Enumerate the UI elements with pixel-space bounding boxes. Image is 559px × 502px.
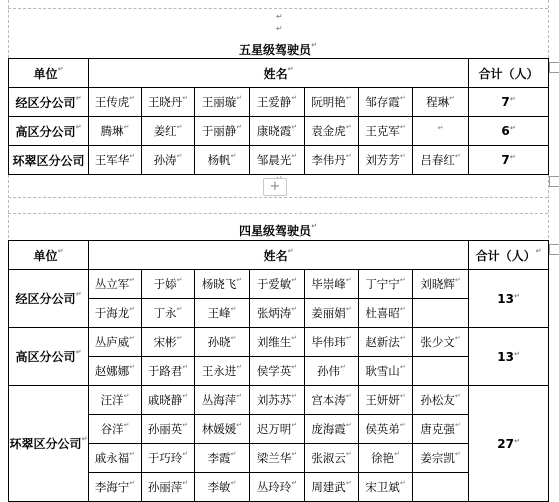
name-cell: 杨帆↵ xyxy=(195,146,250,175)
name-cell: 丛海萍↵ xyxy=(195,386,250,415)
name-cell: 孙涛↵ xyxy=(142,146,195,175)
name-cell: 王军华↵ xyxy=(89,146,142,175)
name-cell: 程琳↵ xyxy=(413,88,469,117)
table-header-row xyxy=(9,59,549,88)
header-names: 姓名↵ xyxy=(89,59,469,88)
table-row xyxy=(9,473,549,502)
name-cell: 刘晓辉↵ xyxy=(413,270,469,299)
name-cell: 谷洋↵ xyxy=(89,415,142,444)
name-cell: 侯英弟↵ xyxy=(359,415,413,444)
name-cell: 于丽静↵ xyxy=(195,117,250,146)
name-cell: 汪洋↵ xyxy=(89,386,142,415)
name-cell: 杜喜昭↵ xyxy=(359,299,413,328)
name-cell: 迟万明↵ xyxy=(250,415,305,444)
add-row-button[interactable]: + xyxy=(263,178,287,196)
name-cell: 邹晨光↵ xyxy=(250,146,305,175)
header-total: 合计（人）↵ xyxy=(469,241,549,270)
name-cell: 于巧玲↵ xyxy=(142,444,195,473)
page-break-line xyxy=(8,197,548,198)
name-cell: ↵ xyxy=(413,117,469,146)
table-row xyxy=(9,328,549,357)
name-cell: 孙丽萍↵ xyxy=(142,473,195,502)
table-move-handle[interactable] xyxy=(549,62,559,73)
name-cell: 姜红↵ xyxy=(142,117,195,146)
unit-cell: 高区分公司↵ xyxy=(9,117,89,146)
table-row xyxy=(9,270,549,299)
total-cell: 27↵ xyxy=(469,386,549,502)
name-cell: 于婖↵ xyxy=(142,270,195,299)
name-cell: 王峰↵ xyxy=(195,299,250,328)
name-cell: 刘苏苏↵ xyxy=(250,386,305,415)
name-cell: 丛立军↵ xyxy=(89,270,142,299)
name-cell: 丁宁宁↵ xyxy=(359,270,413,299)
name-cell: 阮明艳↵ xyxy=(305,88,359,117)
name-cell: 李敏↵ xyxy=(195,473,250,502)
name-cell: 王克军↵ xyxy=(359,117,413,146)
table-row xyxy=(9,415,549,444)
total-cell: 13↵ xyxy=(469,328,549,386)
name-cell: 宫本涛↵ xyxy=(305,386,359,415)
name-cell: 赵新法↵ xyxy=(359,328,413,357)
table-row xyxy=(9,117,549,146)
name-cell: 王妍妍↵ xyxy=(359,386,413,415)
name-cell: 邹存霞↵ xyxy=(359,88,413,117)
table-move-handle[interactable] xyxy=(549,244,559,255)
name-cell: 杨晓飞↵ xyxy=(195,270,250,299)
name-cell: 王传虎↵ xyxy=(89,88,142,117)
name-cell: 于爱敏↵ xyxy=(250,270,305,299)
header-unit: 单位↵ xyxy=(9,59,89,88)
name-cell: 李海宁↵ xyxy=(89,473,142,502)
name-cell: 姜丽娟↵ xyxy=(305,299,359,328)
unit-cell: 环翠区分公司↵ xyxy=(9,386,89,502)
name-cell: 毕崇峰↵ xyxy=(305,270,359,299)
name-cell: 耿雪山↵ xyxy=(359,357,413,386)
name-cell: 王爱静↵ xyxy=(250,88,305,117)
name-cell: 于路君↵ xyxy=(142,357,195,386)
name-cell: 王丽璇↵ xyxy=(195,88,250,117)
table-row xyxy=(9,88,549,117)
four-star-table xyxy=(8,240,549,502)
table-row xyxy=(9,444,549,473)
name-cell: 刘芳芳↵ xyxy=(359,146,413,175)
four-star-title: 四星级驾驶员↵ xyxy=(239,222,317,238)
name-cell xyxy=(413,357,469,386)
total-cell: 6↵ xyxy=(469,117,549,146)
name-cell: 孙松友↵ xyxy=(413,386,469,415)
name-cell: 张少文↵ xyxy=(413,328,469,357)
name-cell: 李伟丹↵ xyxy=(305,146,359,175)
header-total: 合计（人） xyxy=(469,59,549,88)
name-cell: 宋彬↵ xyxy=(142,328,195,357)
paragraph-mark: ↵ xyxy=(276,12,283,21)
header-unit: 单位↵ xyxy=(9,241,89,270)
unit-cell: 环翠区分公司 xyxy=(9,146,89,175)
name-cell: 袁金虎↵ xyxy=(305,117,359,146)
total-cell: 13↵ xyxy=(469,270,549,328)
name-cell: 徐艳↵ xyxy=(359,444,413,473)
name-cell: 王永进↵ xyxy=(195,357,250,386)
total-cell: 7↵ xyxy=(469,88,549,117)
five-star-title: 五星级驾驶员↵ xyxy=(239,41,317,57)
five-star-table xyxy=(8,58,549,175)
page-margin-top xyxy=(8,8,548,9)
name-cell: 林媛媛↵ xyxy=(195,415,250,444)
name-cell: 康晓霞↵ xyxy=(250,117,305,146)
table-row xyxy=(9,357,549,386)
table-resize-handle[interactable] xyxy=(549,176,559,187)
table-row xyxy=(9,299,549,328)
header-names: 姓名↵ xyxy=(89,241,469,270)
name-cell: 孙丽英↵ xyxy=(142,415,195,444)
name-cell xyxy=(413,473,469,502)
name-cell: 丁永↵ xyxy=(142,299,195,328)
name-cell: 毕伟玮↵ xyxy=(305,328,359,357)
name-cell: 王晓丹↵ xyxy=(142,88,195,117)
name-cell: 腾琳↵ xyxy=(89,117,142,146)
unit-cell: 经区分公司↵ xyxy=(9,88,89,117)
table-row xyxy=(9,146,549,175)
name-cell: 丛庐威↵ xyxy=(89,328,142,357)
name-cell: 张淑云↵ xyxy=(305,444,359,473)
name-cell: 庞海霞↵ xyxy=(305,415,359,444)
name-cell: 赵娜娜↵ xyxy=(89,357,142,386)
name-cell: 张炳涛↵ xyxy=(250,299,305,328)
name-cell: 孙伟↵ xyxy=(305,357,359,386)
name-cell: 李霞↵ xyxy=(195,444,250,473)
name-cell: 姜宗凯↵ xyxy=(413,444,469,473)
paragraph-mark: ↵ xyxy=(276,24,283,33)
unit-cell: 经区分公司↵ xyxy=(9,270,89,328)
name-cell xyxy=(413,299,469,328)
name-cell: 唐克强↵ xyxy=(413,415,469,444)
table-header-row xyxy=(9,241,549,270)
unit-cell: 高区分公司↵ xyxy=(9,328,89,386)
name-cell: 戚晓静↵ xyxy=(142,386,195,415)
name-cell: 宋卫斌↵ xyxy=(359,473,413,502)
total-cell: 7↵ xyxy=(469,146,549,175)
name-cell: 刘维生↵ xyxy=(250,328,305,357)
name-cell: 周建武↵ xyxy=(305,473,359,502)
name-cell: 吕春红↵ xyxy=(413,146,469,175)
table-row xyxy=(9,386,549,415)
page-margin-top-2 xyxy=(8,213,548,214)
name-cell: 孙晓↵ xyxy=(195,328,250,357)
name-cell: 梁兰华↵ xyxy=(250,444,305,473)
name-cell: 侯学英↵ xyxy=(250,357,305,386)
name-cell: 戚永福↵ xyxy=(89,444,142,473)
name-cell: 于海龙↵ xyxy=(89,299,142,328)
name-cell: 丛玲玲↵ xyxy=(250,473,305,502)
